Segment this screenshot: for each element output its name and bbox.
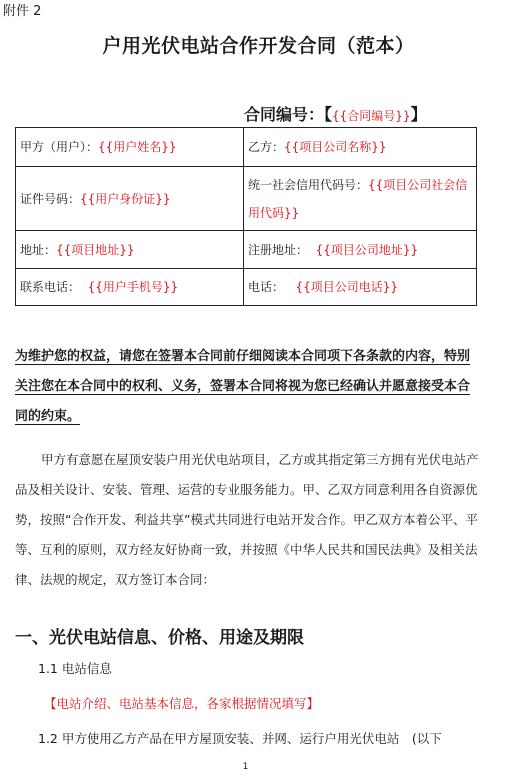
party-b-value: {{项目公司名称}} <box>284 140 387 154</box>
address-label: 地址： <box>20 242 57 257</box>
rights-notice: 为维护您的权益，请您在签署本合同前仔细阅读本合同项下各条款的内容，特别关注您在本合同中的权利、义务，签署本合同将视为您已经确认并愿意接受本合同的约束。 <box>15 349 471 424</box>
party-a-label: 甲方（用户）： <box>20 140 99 154</box>
contact-phone-cell <box>16 269 244 306</box>
contract-number-label: 合同编号： <box>244 105 325 124</box>
attachment-label: 附件 2 <box>3 4 42 19</box>
contract-number-close-bracket: 】 <box>410 105 427 124</box>
contract-number-placeholder: {{合同编号}} <box>332 109 411 123</box>
id-number-label: 证件号码： <box>20 191 81 206</box>
reg-address-cell <box>244 231 477 269</box>
section-1-heading: 一、光伏电站信息、价格、用途及期限 <box>15 628 304 648</box>
party-a-cell <box>16 128 244 167</box>
party-a-value: {{用户姓名}} <box>98 140 177 154</box>
contract-number <box>244 102 427 125</box>
table-row <box>16 231 477 269</box>
subsection-1-1-fill-note: 【电站介绍、电站基本信息，各家根据情况填写】 <box>44 696 320 711</box>
subsection-1-2-text: 1.2 甲方使用乙方产品在甲方屋顶安装、并网、运行户用光伏电站 (以下 <box>38 731 442 746</box>
party-b-cell <box>244 128 477 167</box>
document-title: 户用光伏电站合作开发合同（范本） <box>102 35 415 57</box>
phone-label: 电话： <box>248 280 285 294</box>
subsection-1-1-heading: 1.1 电站信息 <box>38 661 112 676</box>
address-value: {{项目地址}} <box>56 242 135 257</box>
intro-paragraph: 甲方有意愿在屋顶安装户用光伏电站项目，乙方或其指定第三方拥有光伏电站产品及相关设计、安装、管理、运营的专业服务能力。甲、乙双方同意利用各自资源优势，按照“合作开发、利益共享”模式共同进行电站开发合作。甲乙双方本着公平、平等、互利的原则，双方经友好协商一致，并按照《中华人民共和国民法典》及相关法律、法规的规定，双方签订本合同： <box>15 452 479 587</box>
phone-cell <box>244 269 477 306</box>
page-number: 1 <box>242 762 249 772</box>
table-row <box>16 269 477 306</box>
address-cell <box>16 231 244 269</box>
reg-address-label: 注册地址： <box>248 242 309 257</box>
party-b-label: 乙方： <box>248 140 285 154</box>
phone-value: {{项目公司电话}} <box>295 280 399 294</box>
table-row <box>16 128 477 167</box>
id-number-cell <box>16 167 244 231</box>
credit-code-cell <box>244 167 477 231</box>
reg-address-value: {{项目公司地址}} <box>315 242 419 257</box>
credit-code-value: {{项目公司社会信用代码}} <box>248 177 468 220</box>
contract-number-open-bracket: 【 <box>324 105 333 124</box>
contact-phone-value: {{用户手机号}} <box>87 280 179 294</box>
contact-phone-label: 联系电话： <box>20 280 81 294</box>
id-number-value: {{用户身份证}} <box>80 191 171 206</box>
credit-code-label: 统一社会信用代码号： <box>248 177 369 192</box>
party-info-table <box>15 127 477 306</box>
table-row <box>16 167 477 231</box>
